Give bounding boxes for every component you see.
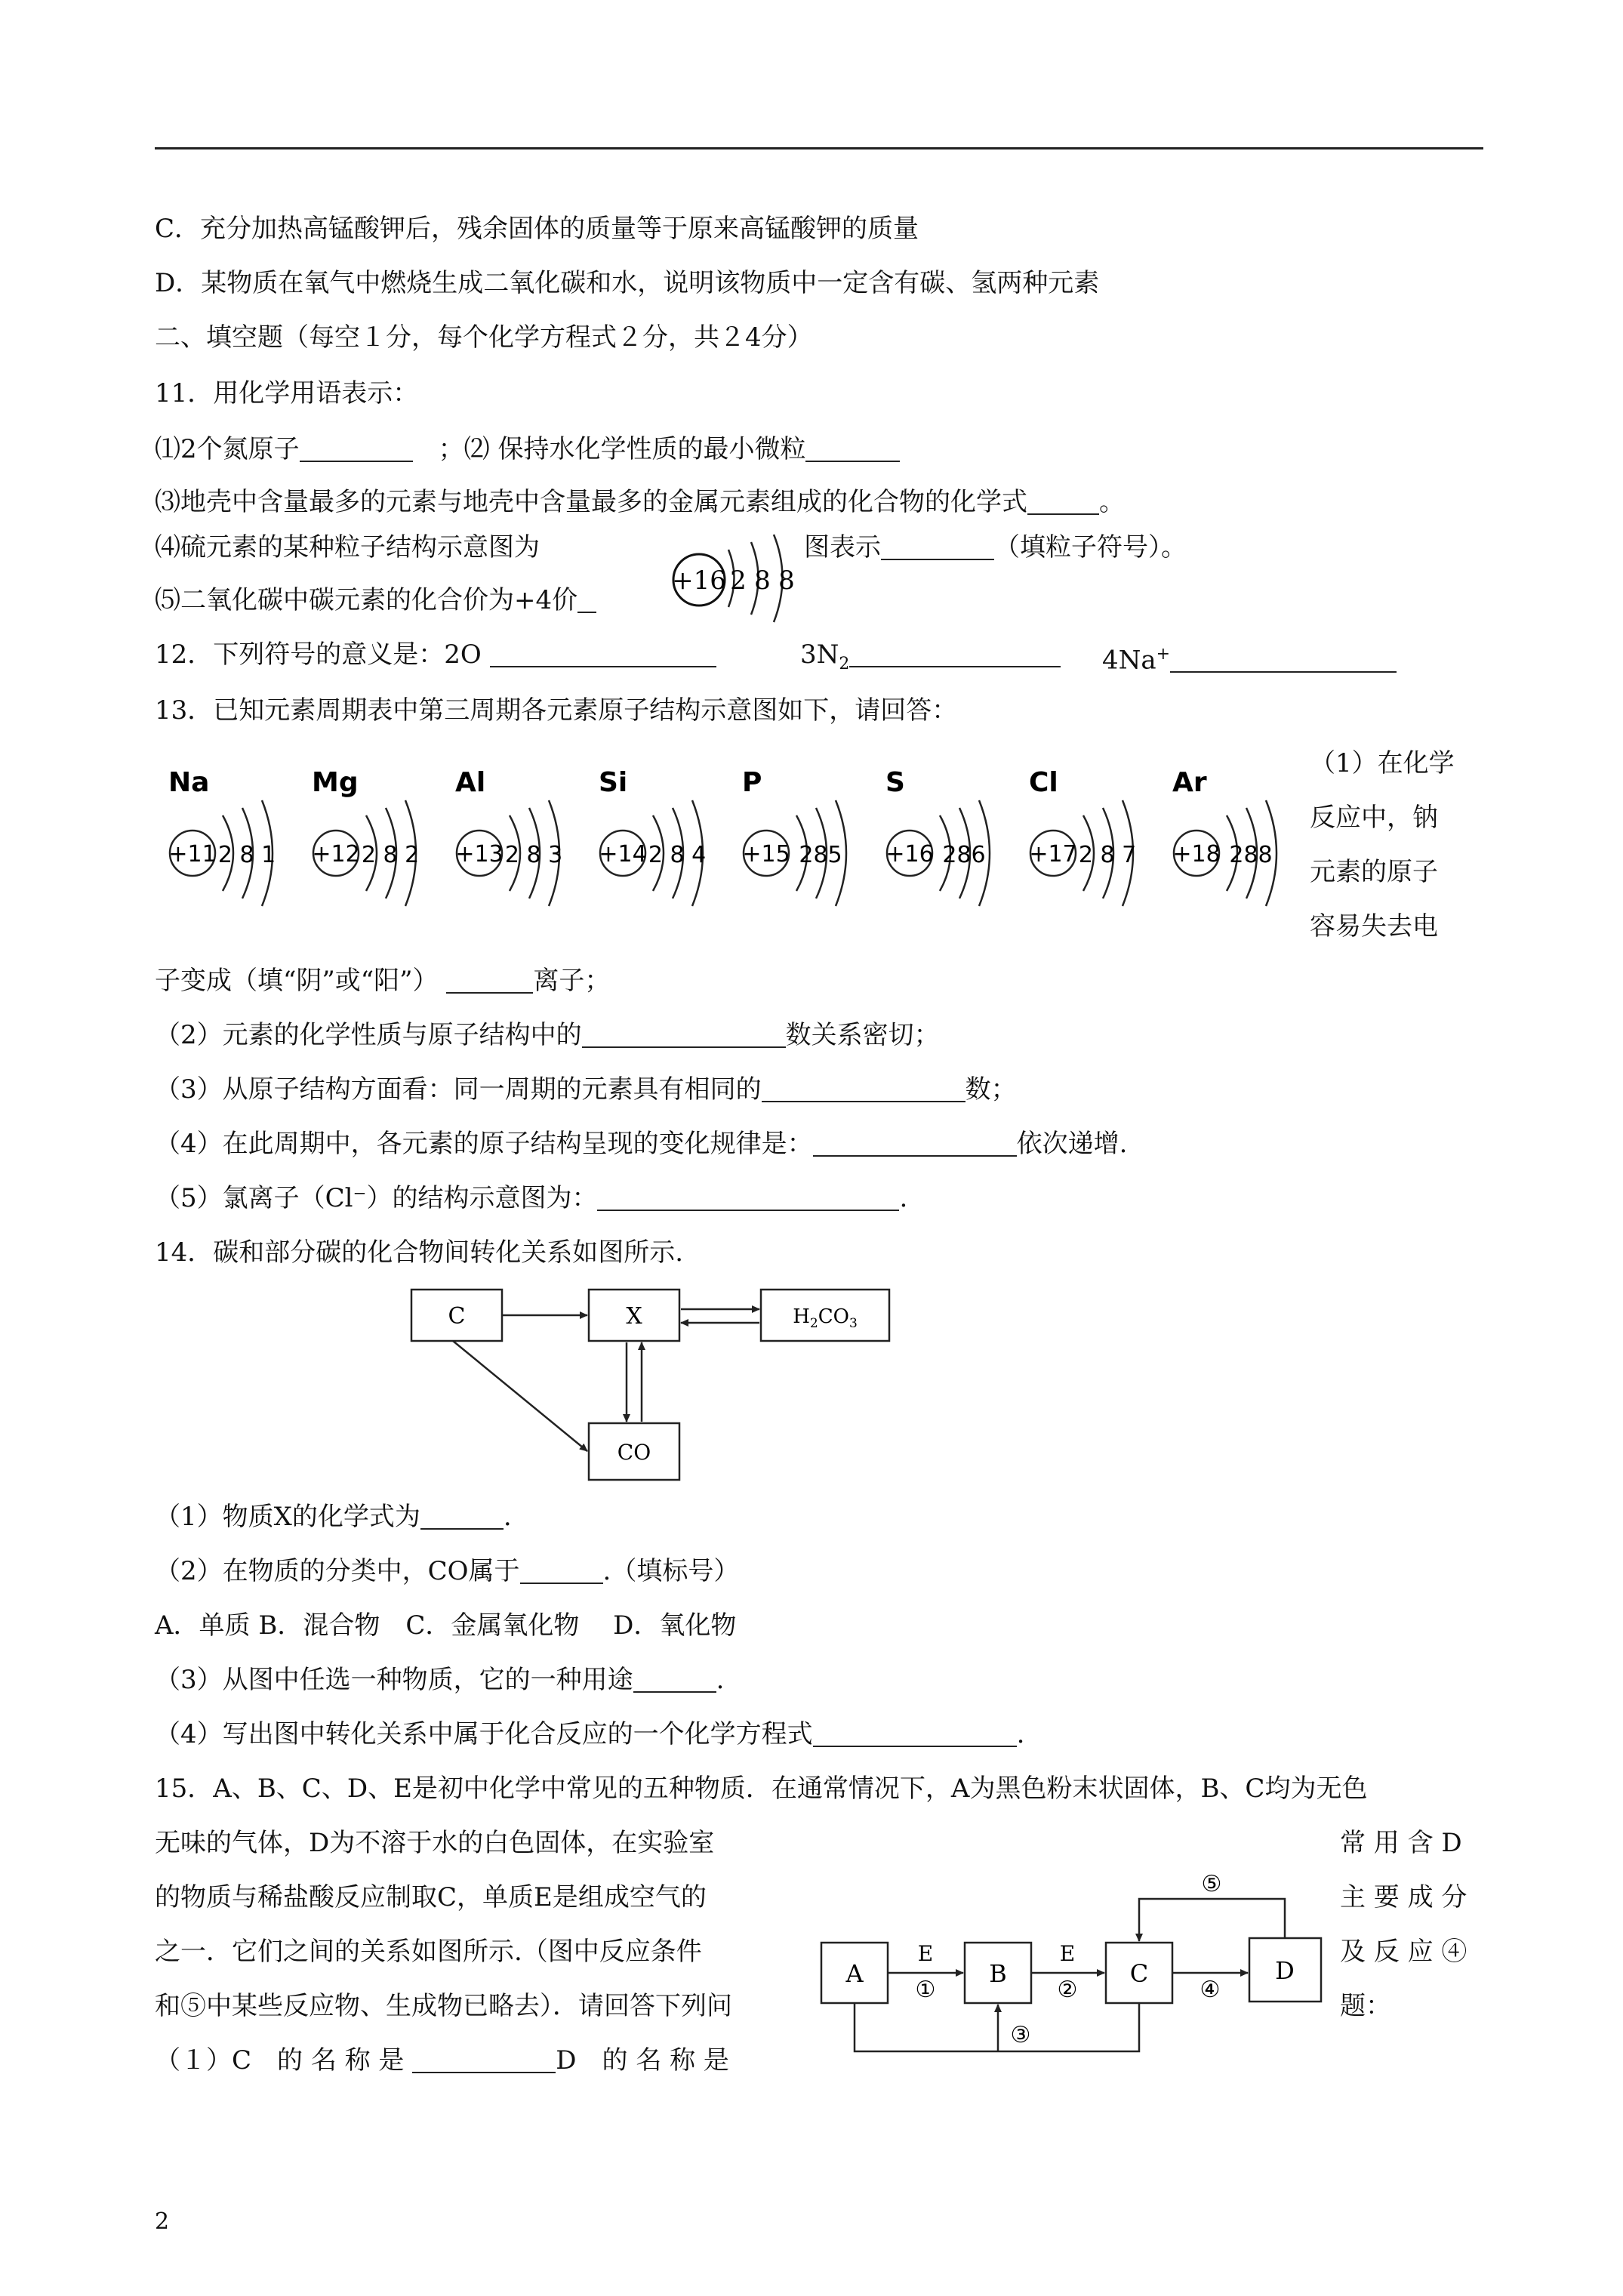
atom-diagram-p bbox=[742, 767, 846, 906]
reaction-2: ② bbox=[1057, 1977, 1078, 2003]
q14-item-3-end: . bbox=[716, 1665, 725, 1695]
q14-line-1 bbox=[155, 1499, 512, 1534]
q13-side-1: （1）在化学 bbox=[1310, 748, 1455, 778]
q13-item-5: （5）氯离子（Cl⁻）的结构示意图为： bbox=[155, 1183, 598, 1213]
q11-item-3: ⑶地壳中含量最多的元素与地壳中含量最多的金属元素组成的化合物的化学式 bbox=[155, 487, 1027, 517]
q15-right-3: 主 要 成 分 bbox=[1340, 1882, 1467, 1912]
q11-line-5 bbox=[155, 583, 596, 618]
nucleus-charge: +15 bbox=[742, 841, 790, 868]
q13-item-2-end: 数关系密切； bbox=[785, 1020, 940, 1050]
shell-electrons-1: 2 bbox=[730, 566, 747, 596]
shell-electron-counts: 2 8 2 bbox=[361, 842, 420, 868]
nucleus-charge: +12 bbox=[312, 841, 360, 868]
q15-line-6 bbox=[155, 2043, 729, 2078]
element-symbol: P bbox=[742, 767, 762, 798]
reaction-1: ① bbox=[915, 1977, 936, 2003]
nucleus-charge: +16 bbox=[672, 566, 726, 596]
node-c-label: C bbox=[448, 1303, 466, 1330]
q13-side-4: 容易失去电 bbox=[1310, 911, 1438, 942]
q14-options: A．单质 B．混合物 C．金属氧化物 D．氧化物 bbox=[155, 1610, 737, 1641]
arrow-c-to-co bbox=[453, 1341, 587, 1451]
q14-item-1: （1）物质X的化学式为 bbox=[155, 1502, 420, 1532]
q13-side-2: 反应中，钠 bbox=[1310, 803, 1438, 833]
q12-prompt: 12．下列符号的意义是：2O bbox=[155, 639, 482, 670]
shell-electron-counts: 2 8 7 bbox=[1078, 842, 1137, 868]
q15-line-4: 之一．它们之间的关系如图所示.（图中反应条件 bbox=[155, 1937, 702, 1967]
element-symbol: S bbox=[885, 767, 905, 798]
q14-item-1-end: . bbox=[503, 1502, 512, 1532]
q13-item-1-end: 离子； bbox=[533, 966, 611, 996]
q14-item-3: （3）从图中任选一种物质，它的一种用途 bbox=[155, 1665, 633, 1695]
question-13: 13．已知元素周期表中第三周期各元素原子结构示意图如下，请回答： bbox=[155, 695, 958, 726]
shell-electron-counts: 285 bbox=[799, 842, 842, 868]
answer-blank bbox=[420, 1502, 504, 1530]
shell-electron-counts: 2 8 1 bbox=[217, 842, 276, 868]
formula-co: CO bbox=[818, 1305, 849, 1328]
element-symbol: Mg bbox=[312, 767, 359, 798]
q11-line-1 bbox=[155, 432, 900, 467]
q14-line-3 bbox=[155, 1663, 724, 1697]
header-rule bbox=[155, 147, 1483, 149]
q11-item-4a: ⑷硫元素的某种粒子结构示意图为 bbox=[155, 532, 540, 562]
nucleus-charge: +14 bbox=[599, 841, 647, 868]
atom-diagram-ar bbox=[1172, 767, 1277, 906]
formula-sub: 3 bbox=[848, 1316, 858, 1331]
q15-right-4: 及 反 应 ④ bbox=[1340, 1937, 1467, 1967]
answer-blank bbox=[577, 586, 596, 613]
option-d: D．某物质在氧气中燃烧生成二氧化碳和水，说明该物质中一定含有碳、氢两种元素 bbox=[155, 268, 1100, 298]
q11-item-4b: 图表示 bbox=[804, 532, 881, 562]
shell-electron-counts: 288 bbox=[1229, 842, 1273, 868]
nucleus-charge: +18 bbox=[1172, 841, 1221, 868]
shell-electrons-3: 8 bbox=[778, 566, 795, 596]
element-symbol: Cl bbox=[1029, 767, 1058, 798]
line-a-c bbox=[855, 2003, 1139, 2051]
nucleus-charge: +11 bbox=[168, 841, 217, 868]
answer-blank bbox=[300, 435, 413, 462]
q15-relation-diagram bbox=[815, 1854, 1329, 2073]
shell-electron-counts: 2 8 3 bbox=[504, 842, 563, 868]
node-a-label: A bbox=[845, 1959, 864, 1988]
q12-n2 bbox=[800, 637, 1061, 682]
carbon-conversion-diagram bbox=[408, 1284, 906, 1487]
reagent-e: E bbox=[1059, 1941, 1076, 1966]
nucleus-charge: +17 bbox=[1029, 841, 1077, 868]
atom-diagram-cl bbox=[1029, 767, 1136, 906]
element-symbol: Al bbox=[455, 767, 486, 798]
element-symbol: Na bbox=[168, 767, 210, 798]
q13-item-5-end: . bbox=[899, 1183, 908, 1213]
answer-blank bbox=[813, 1130, 1017, 1157]
atom-diagram-na bbox=[168, 767, 276, 906]
period: 。 bbox=[1099, 487, 1125, 517]
arrow-d-to-c bbox=[1139, 1899, 1285, 1941]
q12-na bbox=[1102, 637, 1397, 677]
q11-line-4b bbox=[804, 530, 1187, 565]
q15-d-name: D 的 名 称 是 bbox=[556, 2045, 729, 2076]
q15-right-5: 题： bbox=[1340, 1991, 1391, 2021]
q14-item-2-end: .（填标号） bbox=[602, 1556, 740, 1586]
q13-line-2 bbox=[155, 1018, 940, 1052]
answer-blank bbox=[805, 435, 900, 462]
q15-right-2: 常 用 含 D bbox=[1340, 1828, 1462, 1858]
answer-blank bbox=[412, 2046, 556, 2073]
q14-item-4-end: . bbox=[1016, 1719, 1025, 1749]
subscript: 2 bbox=[839, 654, 850, 673]
question-11: 11．用化学用语表示： bbox=[155, 378, 419, 408]
element-symbol: Si bbox=[599, 767, 628, 798]
shell-electron-counts: 2 8 4 bbox=[648, 842, 707, 868]
atom-diagram-al bbox=[455, 767, 562, 906]
q14-line-4 bbox=[155, 1717, 1024, 1752]
nucleus-charge: +16 bbox=[885, 841, 934, 868]
answer-blank bbox=[446, 966, 533, 994]
q13-line-5 bbox=[155, 1181, 907, 1216]
q11-item-4c: （填粒子符号）。 bbox=[994, 532, 1187, 562]
answer-blank bbox=[813, 1720, 1017, 1747]
answer-blank bbox=[1170, 646, 1397, 673]
answer-blank bbox=[1027, 488, 1099, 515]
formula-sub: 2 bbox=[809, 1316, 818, 1331]
q15-line-1: 15．A、B、C、D、E是初中化学中常见的五种物质．在通常情况下，A为黑色粉末状固体，B、C均为无色 bbox=[155, 1774, 1368, 1804]
q13-side-3: 元素的原子 bbox=[1310, 857, 1438, 887]
sulfur-particle-diagram bbox=[657, 529, 815, 627]
atom-diagram-s bbox=[885, 767, 990, 906]
answer-blank bbox=[762, 1075, 965, 1102]
nucleus-charge: +13 bbox=[455, 841, 504, 868]
reaction-5: ⑤ bbox=[1201, 1871, 1222, 1897]
q15-line-5: 和⑤中某些反应物、生成物已略去）．请回答下列问 bbox=[155, 1991, 732, 2021]
page-number: 2 bbox=[155, 2208, 170, 2235]
reagent-e: E bbox=[917, 1941, 934, 1966]
q15-line-3: 的物质与稀盐酸反应制取C，单质E是组成空气的 bbox=[155, 1882, 707, 1912]
q13-item-3: （3）从原子结构方面看：同一周期的元素具有相同的 bbox=[155, 1074, 762, 1105]
node-h2co3-label bbox=[793, 1305, 858, 1331]
q13-item-3-end: 数； bbox=[965, 1074, 1017, 1105]
formula-h: H bbox=[793, 1305, 810, 1328]
question-14: 14．碳和部分碳的化合物间转化关系如图所示. bbox=[155, 1237, 684, 1268]
q13-item-4-end: 依次递增. bbox=[1016, 1129, 1128, 1159]
answer-blank bbox=[849, 640, 1061, 667]
q14-line-2 bbox=[155, 1554, 739, 1589]
q14-item-4: （4）写出图中转化关系中属于化合反应的一个化学方程式 bbox=[155, 1719, 813, 1749]
q13-item-4: （4）在此周期中，各元素的原子结构呈现的变化规律是： bbox=[155, 1129, 813, 1159]
element-symbol: Ar bbox=[1172, 767, 1207, 798]
answer-blank bbox=[881, 533, 994, 560]
answer-blank bbox=[633, 1666, 716, 1693]
shell-electron-counts: 286 bbox=[942, 842, 986, 868]
answer-blank bbox=[490, 640, 716, 667]
q15-c-name: （１）C 的 名 称 是 bbox=[155, 2045, 405, 2076]
period-3-atom-diagrams bbox=[162, 747, 1302, 929]
answer-blank bbox=[582, 1021, 786, 1048]
answer-blank bbox=[520, 1557, 603, 1584]
reaction-3: ③ bbox=[1010, 2022, 1031, 2048]
q11-item-2: ；⑵ 保持水化学性质的最小微粒 bbox=[438, 434, 806, 464]
q12-na-label: 4Na bbox=[1102, 645, 1156, 676]
q11-item-1: ⑴2个氮原子 bbox=[155, 434, 300, 464]
atom-diagram-mg bbox=[312, 767, 419, 906]
option-c: C．充分加热高锰酸钾后，残余固体的质量等于原来高锰酸钾的质量 bbox=[155, 214, 919, 244]
section-heading: 二、填空题（每空１分，每个化学方程式２分，共２4分） bbox=[155, 322, 813, 353]
q13-line-3 bbox=[155, 1072, 1017, 1107]
q15-line-2: 无味的气体，D为不溶于水的白色固体，在实验室 bbox=[155, 1828, 715, 1858]
shell-electrons-2: 8 bbox=[754, 566, 771, 596]
superscript: + bbox=[1156, 645, 1171, 664]
q13-item-1: 子变成（填“阴”或“阳”） bbox=[155, 966, 439, 996]
q13-line-1 bbox=[155, 963, 610, 998]
node-co-label: CO bbox=[617, 1440, 651, 1465]
reaction-4: ④ bbox=[1200, 1977, 1221, 2003]
q11-item-5: ⑸二氧化碳中碳元素的化合价为+4价 bbox=[155, 585, 578, 615]
node-x-label: X bbox=[626, 1303, 642, 1330]
node-b-label: B bbox=[989, 1959, 1007, 1988]
node-c-label: C bbox=[1129, 1959, 1149, 1988]
node-d-label: D bbox=[1275, 1956, 1295, 1985]
q13-item-2: （2）元素的化学性质与原子结构中的 bbox=[155, 1020, 582, 1050]
q12-n2-label: 3N bbox=[800, 639, 839, 670]
atom-diagram-si bbox=[599, 767, 706, 906]
question-12 bbox=[155, 637, 716, 672]
answer-blank bbox=[597, 1184, 899, 1211]
q13-line-4 bbox=[155, 1126, 1127, 1161]
q11-line-3 bbox=[155, 485, 1125, 519]
q14-item-2: （2）在物质的分类中，CO属于 bbox=[155, 1556, 520, 1586]
